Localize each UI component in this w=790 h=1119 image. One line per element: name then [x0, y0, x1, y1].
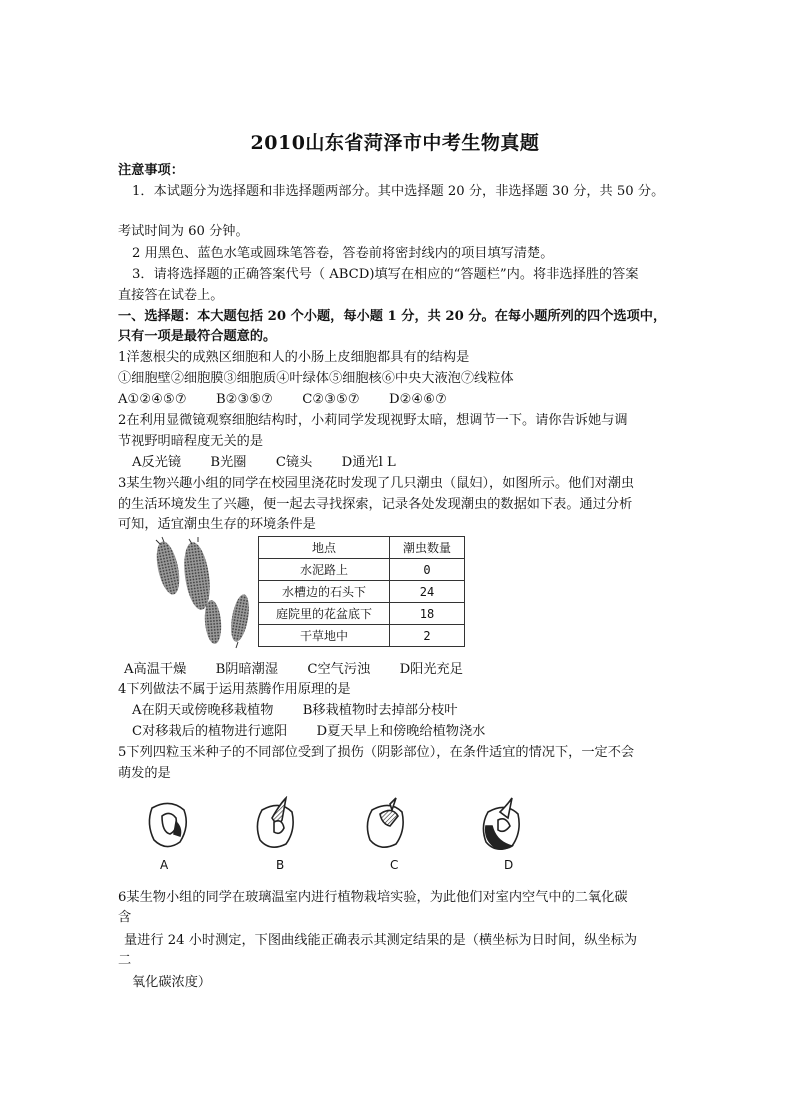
- question-2: 2在利用显微镜观察细胞结构时，小莉同学发现视野太暗，想调节一下。请你告诉她与调: [118, 413, 628, 428]
- table-cell: 0: [390, 559, 465, 581]
- question-3-cont2: 可知，适宜潮虫生存的环境条件是: [118, 517, 316, 532]
- pillbug-1: [153, 537, 184, 596]
- pillbug-illustration: [150, 536, 260, 652]
- question-6-cont2: 量进行 24 小时测定，下图曲线能正确表示其测定结果的是（横坐标为日时间，纵坐标为: [124, 933, 638, 948]
- question-6-cont1: 含: [118, 910, 132, 925]
- question-3-cont1: 的生活环境发生了兴趣，便一起去寻找探索，记录各处发现潮虫的数据如下表。通过分析: [118, 497, 633, 512]
- seed-a: [149, 803, 186, 846]
- question-1: 1洋葱根尖的成熟区细胞和人的小肠上皮细胞都具有的结构是: [118, 350, 470, 365]
- table-cell: 干草地中: [259, 625, 390, 647]
- seed-b: [257, 798, 293, 847]
- pillbug-table: [258, 536, 465, 647]
- question-5: 5下列四粒玉米种子的不同部位受到了损伤（阴影部位），在条件适宜的情况下，一定不会: [118, 745, 635, 760]
- section-heading-cont: 只有一项是最符合题意的。: [118, 329, 277, 344]
- table-header-location: 地点: [259, 537, 390, 559]
- seed-label-b: B: [276, 858, 285, 872]
- question-3-options: A高温干燥 B阴暗潮湿 C空气污浊 D阳光充足: [124, 662, 463, 677]
- notice-2: 2 用黑色、蓝色水笔或圆珠笔答卷，答卷前将密封线内的项目填写清楚。: [132, 246, 554, 261]
- table-cell: 庭院里的花盆底下: [259, 603, 390, 625]
- table-header-row: [259, 537, 465, 559]
- notice-3: 3．请将选择题的正确答案代号（ ABCD)填写在相应的“答题栏”内。将非选择胜的答案: [132, 267, 639, 282]
- table-cell: 水泥路上: [259, 559, 390, 581]
- table-cell: 18: [390, 603, 465, 625]
- table-row: [259, 581, 465, 603]
- question-3: 3某生物兴趣小组的同学在校园里浇花时发现了几只潮虫（鼠妇），如图所示。他们对潮虫: [118, 476, 635, 491]
- question-6: 6某生物小组的同学在玻璃温室内进行植物栽培实验，为此他们对室内空气中的二氧化碳: [118, 890, 628, 905]
- notice-3-cont: 直接答在试卷上。: [118, 288, 224, 303]
- seed-label-c: C: [390, 858, 399, 872]
- table-row: [259, 625, 465, 647]
- question-2-cont: 节视野明暗程度无关的是: [118, 434, 264, 449]
- seed-label-d: D: [504, 858, 514, 872]
- seed-d: [483, 798, 519, 849]
- table-cell: 24: [390, 581, 465, 603]
- question-2-options: A反光镜 B光圈 C镜头 D通光l L: [132, 455, 396, 470]
- question-4-options-2: C对移栽后的植物进行遮阳 D夏天早上和傍晚给植物浇水: [132, 724, 486, 739]
- table-cell: 2: [390, 625, 465, 647]
- question-4-options-1: A在阴天或傍晚移栽植物 B移栽植物时去掉部分枝叶: [132, 703, 458, 718]
- corn-seeds-illustration: [140, 796, 540, 858]
- table-row: [259, 559, 465, 581]
- question-6-cont3: 二: [118, 953, 132, 968]
- question-6-cont4: 氧化碳浓度）: [132, 975, 212, 990]
- notice-heading: 注意事项：: [118, 163, 184, 178]
- page-title: 2010山东省菏泽市中考生物真题: [250, 132, 540, 154]
- notice-1: 1．本试题分为选择题和非选择题两部分。其中选择题 20 分，非选择题 30 分，共 50 分。: [132, 184, 665, 199]
- table-row: [259, 603, 465, 625]
- seed-c: [367, 798, 403, 847]
- pillbug-4: [228, 593, 252, 648]
- pillbug-2: [180, 537, 213, 611]
- seed-label-a: A: [160, 858, 169, 872]
- notice-1-cont: 考试时间为 60 分钟。: [118, 224, 249, 239]
- question-5-cont: 萌发的是: [118, 766, 171, 781]
- question-1-options: A①②④⑤⑦ B②③⑤⑦ C②③⑤⑦ D②④⑥⑦: [118, 392, 447, 407]
- section-heading: 一、选择题：本大题包括 20 个小题，每小题 1 分，共 20 分。在每小题所列的四个选项中，: [118, 309, 667, 324]
- question-4: 4下列做法不属于运用蒸腾作用原理的是: [118, 682, 351, 697]
- table-header-count: 潮虫数量: [390, 537, 465, 559]
- question-1-items: ①细胞壁②细胞膜③细胞质④叶绿体⑤细胞核⑥中央大液泡⑦线粒体: [118, 371, 514, 386]
- table-cell: 水槽边的石头下: [259, 581, 390, 603]
